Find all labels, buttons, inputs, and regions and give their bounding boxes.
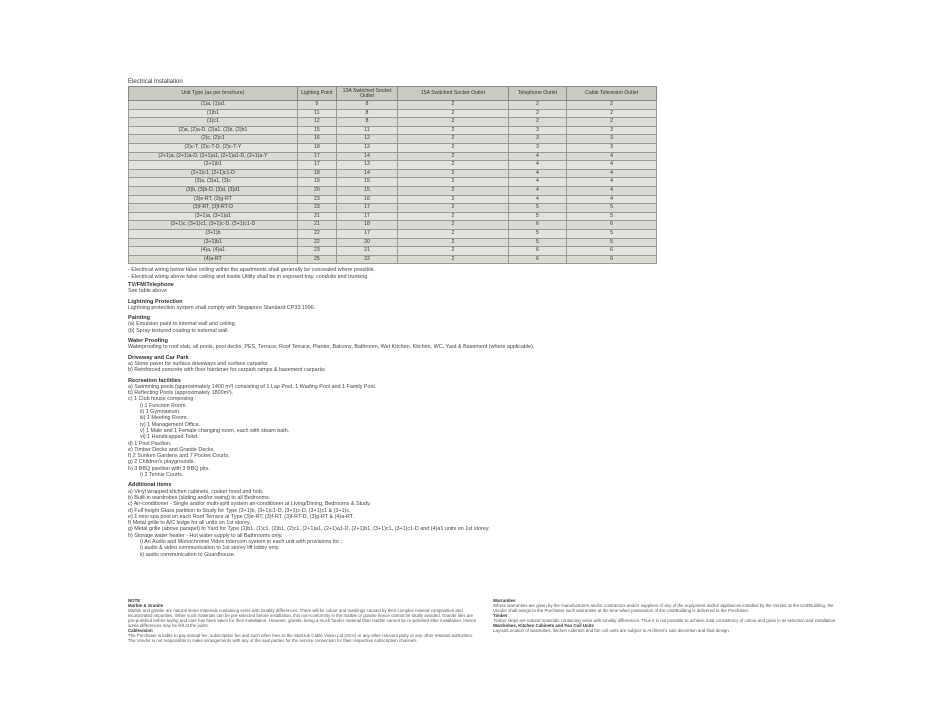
table-note: - Electrical wiring below false ceiling within the apartments shall generally be concealed where possible.: [128, 267, 376, 273]
table-cell: 2: [567, 101, 657, 110]
table-cell: 3: [508, 126, 566, 135]
table-cell: (4)a, (4)a1: [129, 247, 298, 256]
table-note: - Electrical wiring above false ceiling and inside Utility shall be in exposed tray, conduits and trunking.: [128, 273, 369, 280]
table-cell: 16: [297, 135, 336, 144]
section-line: b) Reinforced concrete with floor hardener for carpark ramps & basement carparks: [128, 367, 325, 374]
section-line: e) Timber Decks and Granite Decks.: [128, 446, 215, 453]
table-cell: 4: [567, 186, 657, 195]
table-cell: (1)c1: [129, 118, 298, 127]
table-cell: 2: [567, 109, 657, 118]
table-cell: 18: [297, 169, 336, 178]
table-cell: 5: [567, 238, 657, 247]
header-lighting-point: Lighting Point: [297, 87, 336, 101]
section-title: Recreation facilities: [128, 377, 181, 384]
table-cell: (1)a, (1)a1: [129, 101, 298, 110]
table-row: [129, 178, 657, 187]
specification-sections: [128, 282, 728, 558]
table-cell: 2: [398, 238, 509, 247]
table-cell: 23: [297, 204, 336, 213]
table-cell: 15: [297, 126, 336, 135]
table-row: [129, 118, 657, 127]
section-line: f) Metal grille to A/C ledge for all units on 1st storey.: [128, 520, 251, 527]
table-cell: 17: [297, 161, 336, 170]
table-cell: 23: [297, 195, 336, 204]
section-line: a) Stone paver for surface driveways and surface carparks: [128, 360, 268, 367]
table-cell: 6: [567, 221, 657, 230]
section-line: iii) 1 Meeting Room.: [140, 415, 188, 422]
table-cell: 8: [336, 118, 397, 127]
table-cell: 2: [508, 109, 566, 118]
table-cell: 3: [567, 143, 657, 152]
table-row: [129, 229, 657, 238]
section-line: a) Swimming pools (approximately 1400 m²) consisting of 1 Lap Pool, 1 Wading Pool and 1 Family Pool.: [128, 383, 377, 390]
section-line: v) 1 Male and 1 Female changing room, each with steam bath.: [140, 427, 290, 434]
table-cell: 18: [336, 221, 397, 230]
section-line: a) Vinyl wrapped kitchen cabinets, cooker hood and hob.: [128, 488, 264, 495]
table-row: [129, 238, 657, 247]
table-cell: 21: [297, 221, 336, 230]
footer-left: [128, 598, 480, 643]
table-cell: 6: [567, 247, 657, 256]
table-cell: 4: [567, 195, 657, 204]
table-cell: (2+1)b1: [129, 161, 298, 170]
footer-block-text: Where warranties are given by the manufacturers and/or contractors and/or suppliers of any of the equipment and/or appliances installed by the Vendor at the Unit/Building, the Vendor shall assign to the Purchaser such warranties at the time when possession of the Unit/Building is delivered to the Purchaser.: [493, 603, 834, 613]
table-cell: 22: [336, 255, 397, 264]
table-cell: 5: [508, 204, 566, 213]
table-row: [129, 247, 657, 256]
section-line: g) 2 Children's playgrounds.: [128, 459, 195, 466]
section-line: f) 2 Sunken Gardens and 7 Pocket Courts.: [128, 453, 230, 460]
section-line: h) Storage water heater - Hot water supply to all Bathrooms only.: [128, 532, 283, 539]
table-cell: 4: [508, 195, 566, 204]
table-cell: (3+1)b1: [129, 238, 298, 247]
table-cell: 2: [508, 101, 566, 110]
section-line: b) Built-in wardrobes (sliding and/or swing) to all Bedrooms.: [128, 494, 271, 501]
table-cell: 2: [508, 118, 566, 127]
table-cell: 2: [398, 204, 509, 213]
table-cell: 4: [508, 186, 566, 195]
table-body: [129, 101, 657, 264]
table-cell: 17: [297, 152, 336, 161]
table-row: [129, 169, 657, 178]
table-cell: 5: [567, 212, 657, 221]
table-cell: 6: [508, 255, 566, 264]
table-cell: 4: [508, 161, 566, 170]
table-cell: 14: [336, 169, 397, 178]
table-cell: 23: [297, 247, 336, 256]
table-cell: 18: [297, 143, 336, 152]
table-cell: 5: [508, 238, 566, 247]
table-cell: 5: [567, 229, 657, 238]
header-15a-socket: 15A Switched Socket Outlet: [398, 87, 509, 101]
page-title: Electrical Installation: [128, 79, 183, 85]
table-row: [129, 126, 657, 135]
section-line: e) 1 mini spa pool on each Roof Terrace at Type (3)e-RT, (3)f-RT, (3)f-RT-D, (3)g-RT & (4)a-RT.: [128, 513, 354, 520]
table-cell: 5: [508, 229, 566, 238]
table-cell: 8: [336, 109, 397, 118]
table-cell: 2: [398, 247, 509, 256]
section-line: i) 1 Function Room.: [140, 402, 188, 409]
table-cell: (2+1)a, (2+1)a-D, (2+1)a1, (2+1)a1-D, (2+1)a-Y: [129, 152, 298, 161]
table-cell: 25: [297, 255, 336, 264]
table-cell: 14: [336, 152, 397, 161]
footer-block-text: Layout/Location of wardrobes, kitchen cabinets and fan coil units are subject to Architect's sole discretion and final design.: [493, 628, 730, 633]
table-cell: 2: [398, 229, 509, 238]
table-cell: 5: [508, 212, 566, 221]
table-cell: 15: [336, 186, 397, 195]
table-row: [129, 143, 657, 152]
table-cell: 12: [297, 118, 336, 127]
section-line: vi) 1 Handicapped Toilet.: [140, 434, 199, 441]
table-cell: (4)a-RT: [129, 255, 298, 264]
section-line: (a) Emulsion paint to internal wall and ceiling.: [128, 321, 237, 328]
table-cell: 2: [398, 118, 509, 127]
table-cell: 12: [336, 135, 397, 144]
table-cell: (2)c-T, (2)c-T-D, (2)c-T-Y: [129, 143, 298, 152]
section-line: See table above: [128, 288, 167, 295]
table-cell: 16: [336, 195, 397, 204]
table-cell: (1)b1: [129, 109, 298, 118]
table-cell: 2: [398, 169, 509, 178]
table-cell: 4: [567, 178, 657, 187]
section-line: c) Air-conditioner - Single and/or multi-split system air-conditioner at Living/Dining, Bedrooms & Study.: [128, 501, 371, 508]
table-cell: 2: [398, 143, 509, 152]
table-row: [129, 135, 657, 144]
table-cell: 2: [398, 161, 509, 170]
table-row: [129, 255, 657, 264]
table-cell: 4: [508, 178, 566, 187]
table-cell: 12: [336, 143, 397, 152]
table-cell: 13: [336, 161, 397, 170]
section-line: i) An Audio and Monochrome Video Intercom system in each unit with provisions for :: [140, 538, 343, 545]
table-cell: (3)f-RT, (3)f-RT-D: [129, 204, 298, 213]
table-row: [129, 221, 657, 230]
table-cell: 17: [336, 204, 397, 213]
table-row: [129, 212, 657, 221]
table-cell: 21: [297, 212, 336, 221]
table-row: [129, 101, 657, 110]
table-cell: 2: [398, 186, 509, 195]
header-cable-tv-outlet: Cable Television Outlet: [567, 87, 657, 101]
table-row: [129, 204, 657, 213]
table-cell: 19: [297, 178, 336, 187]
table-cell: 6: [508, 247, 566, 256]
table-cell: 4: [567, 152, 657, 161]
table-cell: 3: [508, 143, 566, 152]
section-title: Water Proofing: [128, 338, 168, 345]
table-cell: 2: [398, 255, 509, 264]
table-cell: 3: [508, 135, 566, 144]
footer-block-title: Cablevision: [128, 628, 153, 633]
footer-block-text: Marble and granite are natural stone materials containing veins with tonality differences. There will be colour and markings caused by their complex mineral composition and incorporated impurities. While such materials can be pre-selected before installation, this non-conformity in the marble or granite hence cannot be totally avoided. Granite tiles are pre-polished before laying and care has been taken for their installation. However, granite, being a much harder material than marble cannot be re-polished after installation. Hence some differences may be felt at the joints.: [128, 608, 477, 628]
section-line: iv) 1 Management Office.: [140, 421, 201, 428]
section-line: h) 3 BBQ pavilion with 3 BBQ pits.: [128, 465, 210, 472]
section-title: Painting: [128, 315, 151, 322]
section-line: (b) Spray textured coating to external wall.: [128, 327, 229, 334]
footer-block-text: The Purchaser is liable to pay annual fee, subscription fee and such other fees to the StarHub Cable Vision Ltd (SCV) or any other relevant party or any other relevant authorities. The Vendor is not responsible to make arrangements with any of the said parties for the service connection for their respective subscription channels.: [128, 633, 474, 643]
table-cell: (3)a, (3)a1, (3)c: [129, 178, 298, 187]
table-row: [129, 161, 657, 170]
header-unit-type: Unit Type (as per brochure): [129, 87, 298, 101]
section-line: i) 2 Tennis Courts.: [140, 472, 184, 479]
section-title: TV/FM/Telephone: [128, 282, 174, 288]
section-line: Waterproofing to roof slab, all pools, pool decks, PES, Terrace, Roof Terrace, Planter, Balcony, Bathroom, Wet Kitchen, Kitchen, WC, Yard & Basement (where applicable).: [128, 344, 535, 351]
table-cell: 9: [297, 101, 336, 110]
table-cell: (2+1)c1, (2+1)c1-D: [129, 169, 298, 178]
table-cell: (2)a, (2)a-D, (2)a1, (2)b, (2)b1: [129, 126, 298, 135]
footer-block-title: Wardrobes, Kitchen Cabinets and Fan Coil Units: [493, 623, 594, 628]
footer-right: [493, 598, 845, 633]
table-row: [129, 152, 657, 161]
table-cell: 6: [508, 221, 566, 230]
section-title: Additional items: [128, 482, 172, 489]
table-cell: (3)b, (3)b-D, (3)d, (3)d1: [129, 186, 298, 195]
table-cell: 20: [297, 186, 336, 195]
table-cell: 6: [567, 255, 657, 264]
footer-block-text: Timber strips are natural materials containing veins with tonality differences. Thus it is not possible to achieve total consistency of colour and grain in its selection and installation.: [493, 618, 837, 623]
table-cell: 5: [567, 204, 657, 213]
table-header-row: [129, 87, 657, 101]
table-cell: 2: [398, 152, 509, 161]
table-notes: [128, 267, 375, 280]
table-cell: 22: [297, 238, 336, 247]
section-line: ii) audio communication to Guardhouse.: [140, 551, 236, 558]
table-row: [129, 195, 657, 204]
table-cell: 4: [508, 169, 566, 178]
table-cell: 21: [336, 247, 397, 256]
table-cell: 20: [336, 238, 397, 247]
table-cell: 2: [398, 109, 509, 118]
table-cell: 8: [336, 101, 397, 110]
table-row: [129, 109, 657, 118]
note-label: NOTE :: [128, 598, 143, 603]
section-line: Lightning protection system shall comply with Singapore Standard CP33:1996.: [128, 304, 316, 311]
table-cell: 11: [336, 126, 397, 135]
table-cell: 2: [567, 118, 657, 127]
table-cell: 2: [398, 135, 509, 144]
electrical-table: [128, 86, 657, 264]
table-cell: 2: [398, 195, 509, 204]
table-cell: 2: [398, 126, 509, 135]
table-row: [129, 186, 657, 195]
section-line: g) Metal grille (above parapet) to Yard for Type (1)b1, (1)c1, (2)b1, (2)c1, (2+1)a1, (2+1)a1-D, (2+1)b1, (3+1)c1, (3+1)c1-D and (4)a1 units on 1st storey.: [128, 526, 490, 533]
table-cell: 2: [398, 178, 509, 187]
section-line: d) Full height Glass partition to Study for Type (3+1)b, (3+1)c1-D, (3+1)c-D, (3+1)c1 & (3+1)c.: [128, 507, 351, 514]
header-13a-socket: 13A Switched Socket Outlet: [336, 87, 397, 101]
table-cell: (3+1)b: [129, 229, 298, 238]
table-cell: 3: [567, 135, 657, 144]
table-cell: (2)c, (2)c1: [129, 135, 298, 144]
table-cell: 17: [336, 212, 397, 221]
table-cell: 4: [567, 161, 657, 170]
table-cell: 2: [398, 221, 509, 230]
table-cell: 11: [297, 109, 336, 118]
table-cell: (3)e-RT, (3)g-RT: [129, 195, 298, 204]
table-cell: 3: [567, 126, 657, 135]
table-cell: 15: [336, 178, 397, 187]
table-cell: 17: [336, 229, 397, 238]
table-cell: 2: [398, 212, 509, 221]
section-line: d) 1 Pool Pavilion.: [128, 440, 172, 447]
section-title: Driveway and Car Park: [128, 354, 189, 361]
table-cell: 2: [398, 101, 509, 110]
footer-block-title: Timber: [493, 613, 508, 618]
table-cell: 22: [297, 229, 336, 238]
section-line: i) audio & video communication to 1st storey lift lobby only.: [140, 545, 280, 552]
table-cell: (3+1)a, (3+1)a1: [129, 212, 298, 221]
footer-block-title: Warranties: [493, 598, 516, 603]
section-line: c) 1 Club house comprising :: [128, 396, 197, 403]
section-line: ii) 1 Gymnasium.: [140, 409, 181, 416]
footer-block-title: Marble & Granite: [128, 603, 164, 608]
section-title: Lightning Protection: [128, 298, 183, 305]
table-cell: (3+1)c, (3+1)c1, (3+1)c-D, (3+1)c1-D: [129, 221, 298, 230]
table-cell: 4: [508, 152, 566, 161]
header-telephone-outlet: Telephone Outlet: [508, 87, 566, 101]
section-line: b) Reflecting Pools (approximately 1800m²).: [128, 390, 234, 397]
table-cell: 4: [567, 169, 657, 178]
